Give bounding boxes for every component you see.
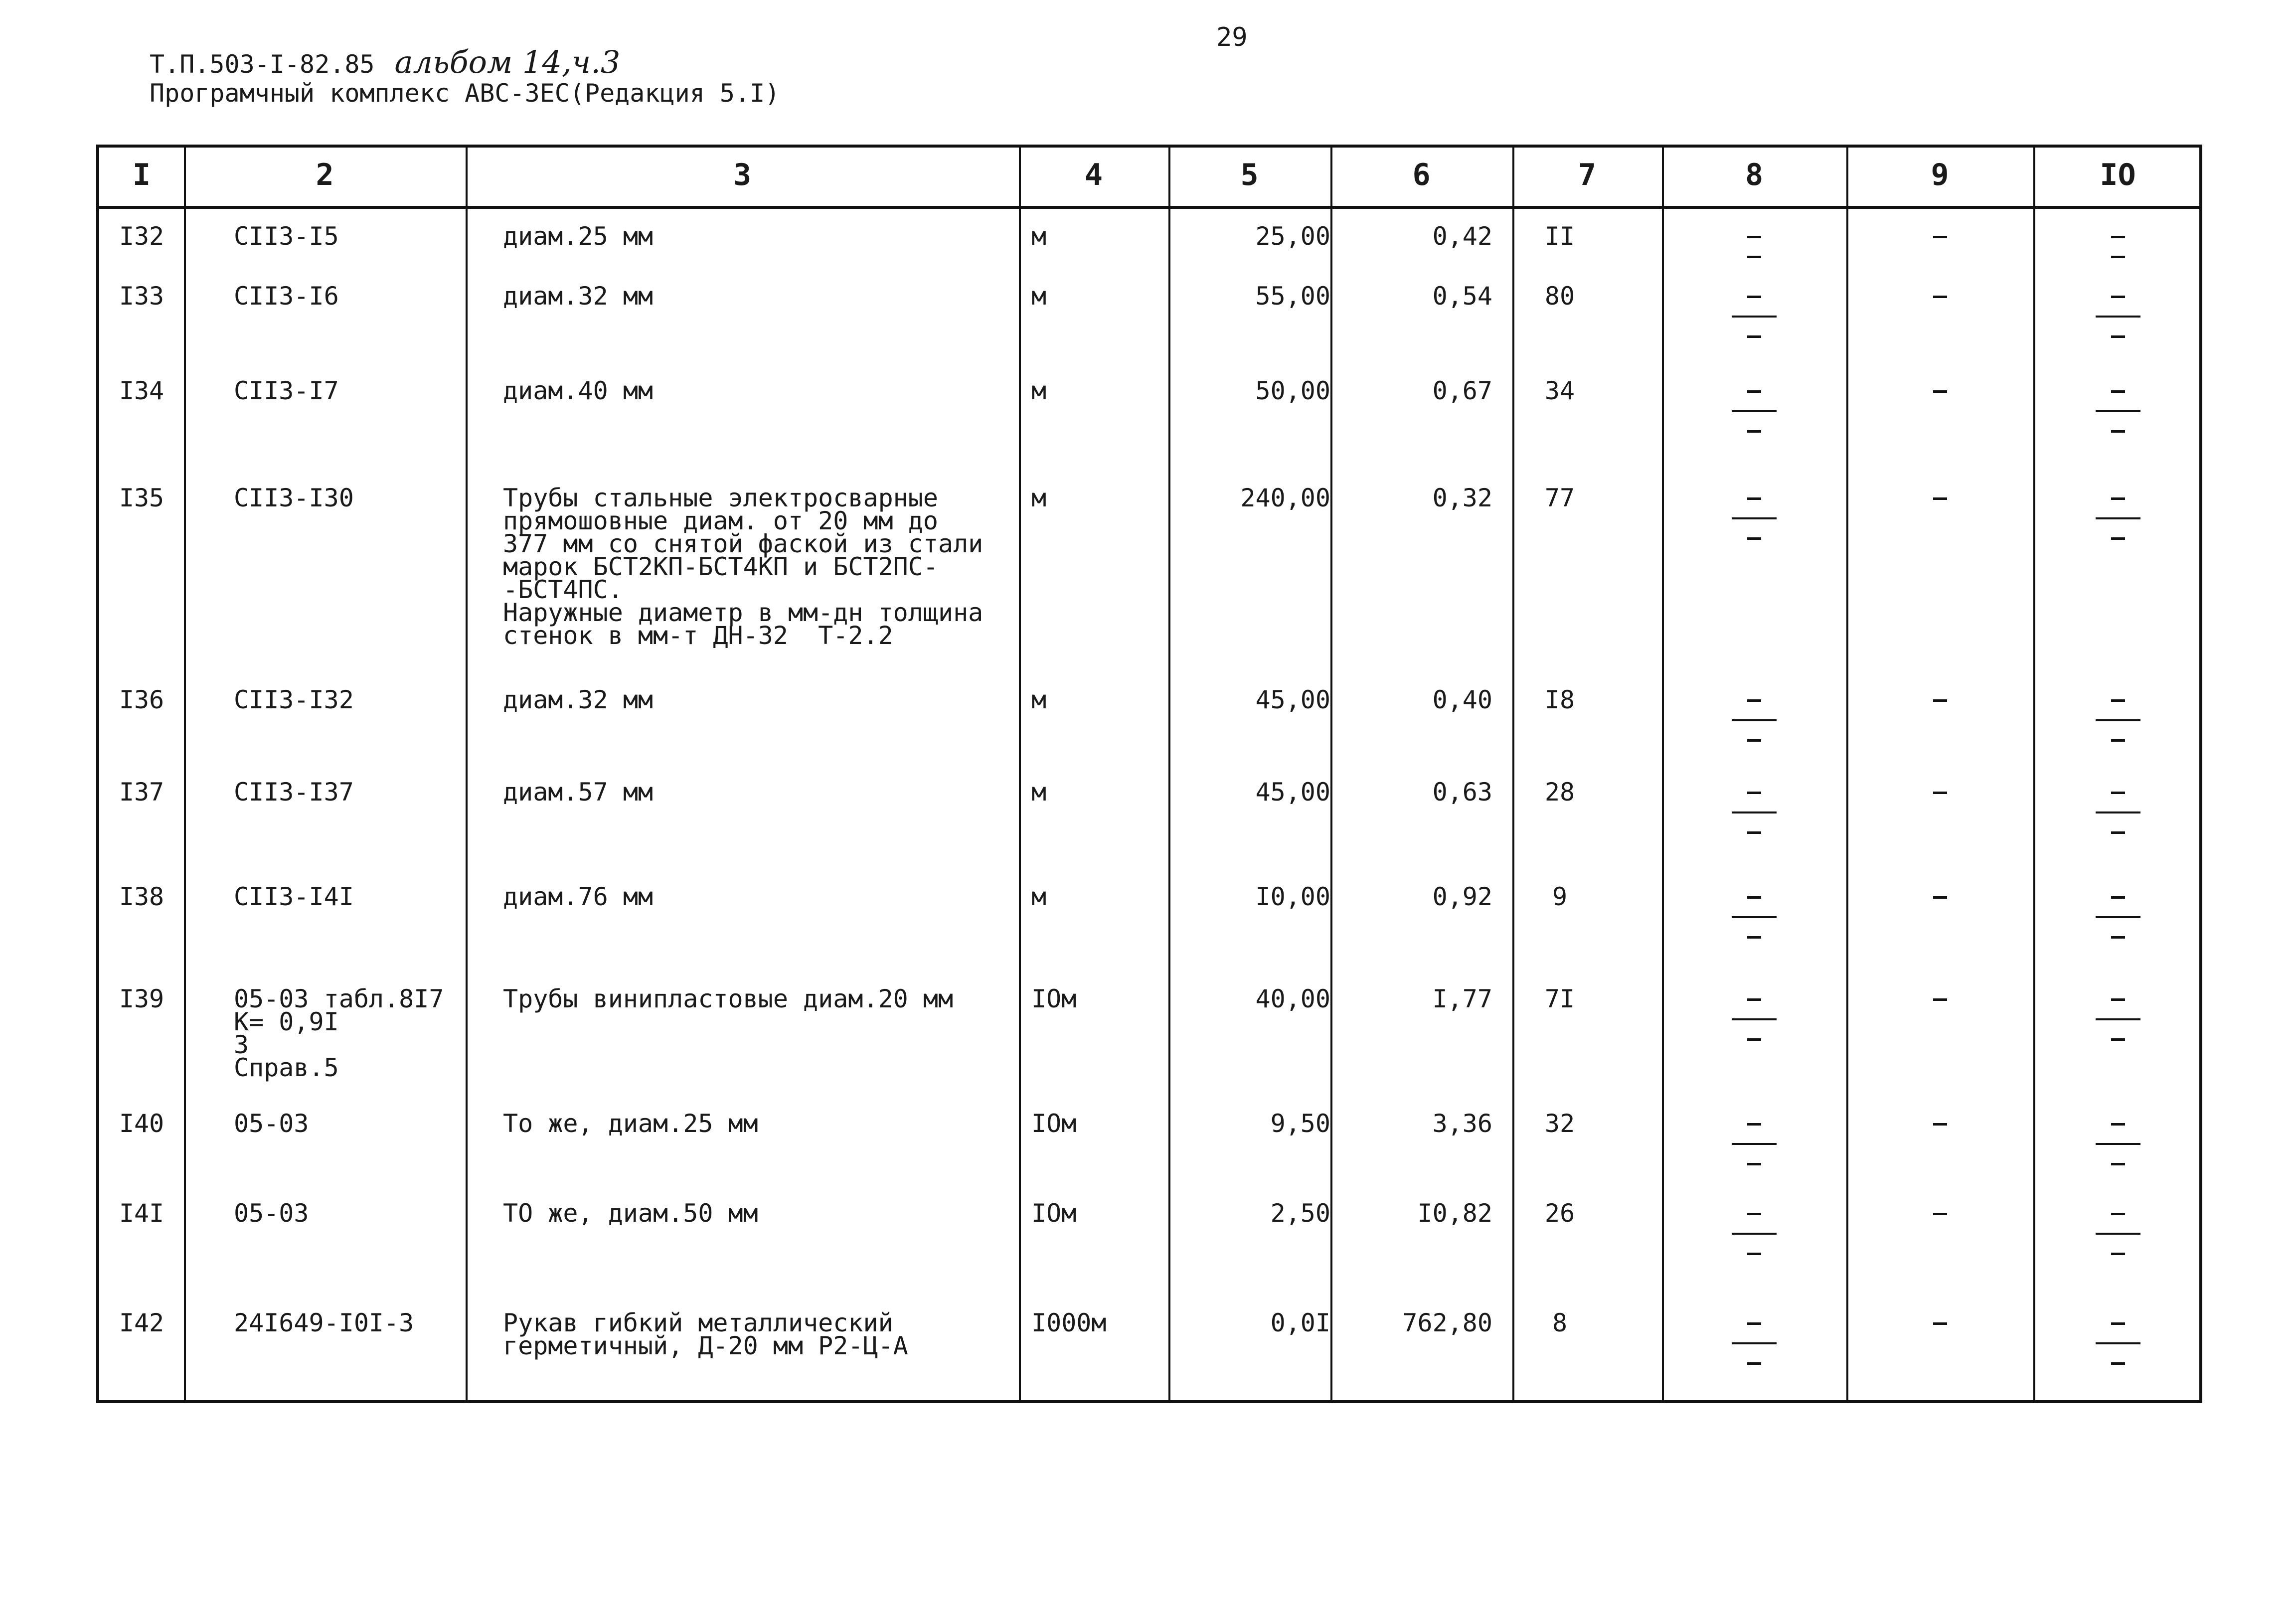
column9-dash — [1933, 296, 1947, 298]
fraction-mark — [1747, 430, 1761, 433]
fraction-mark — [2111, 936, 2125, 939]
description-cell: Трубы стальные электросварные прямошовные диам. от 20 мм до 377 мм со снятой фаской из стали марок БСТ2КП-БСТ4КП и БСТ2ПС- -БСТ4ПС. Наружные диаметр в мм-дн толщина стенок в мм-т ДН-32 Т-2.2 — [503, 484, 984, 650]
fraction-mark — [2111, 739, 2125, 742]
fraction-mark — [1747, 1123, 1761, 1126]
price-cell: 0,42 — [1432, 222, 1492, 251]
column10-dash — [2111, 256, 2125, 258]
column-header: 4 — [1084, 158, 1103, 192]
code-cell: 05-03 — [234, 1109, 309, 1138]
fraction-mark — [1747, 1253, 1761, 1255]
row-number: I36 — [119, 685, 164, 714]
row-number: I34 — [119, 376, 164, 405]
price-cell: 3,36 — [1432, 1109, 1492, 1138]
description-cell: То же, диам.25 мм — [503, 1109, 758, 1138]
description-cell: диам.40 мм — [503, 376, 654, 405]
fraction-mark — [2096, 316, 2140, 318]
unit-cell: м — [1031, 484, 1047, 512]
code-cell: CII3-I37 — [234, 778, 354, 807]
fraction-mark — [1747, 998, 1761, 1001]
fraction-mark — [2096, 1018, 2140, 1020]
column9-dash — [1933, 699, 1947, 702]
quantity-cell: 9,50 — [1270, 1109, 1330, 1138]
quantity-cell: 0,0I — [1270, 1308, 1330, 1337]
fraction-mark — [2111, 1362, 2125, 1365]
column9-dash — [1933, 998, 1947, 1001]
column-divider — [1019, 148, 1021, 1400]
column-header: IO — [2100, 158, 2136, 192]
page-number: 29 — [1216, 22, 1248, 52]
fraction-mark — [2111, 430, 2125, 433]
row-number: I37 — [119, 778, 164, 807]
fraction-mark — [1732, 1018, 1777, 1020]
unit-cell: м — [1031, 778, 1047, 807]
fraction-mark — [1747, 537, 1761, 540]
column7-cell: II — [1544, 222, 1575, 251]
fraction-mark — [1747, 896, 1761, 899]
quantity-cell: 50,00 — [1255, 376, 1330, 405]
column9-dash — [1933, 1123, 1947, 1126]
description-cell: Трубы винипластовые диам.20 мм — [503, 984, 954, 1013]
fraction-mark — [1732, 410, 1777, 412]
row-number: I40 — [119, 1109, 164, 1138]
description-cell: ТО же, диам.50 мм — [503, 1199, 758, 1228]
column8-dash — [1747, 236, 1761, 238]
document-designation — [150, 44, 620, 80]
quantity-cell: 240,00 — [1240, 484, 1330, 512]
code-cell: 05-03 — [234, 1199, 309, 1228]
fraction-mark — [1732, 517, 1777, 519]
handwritten-note: альбом 14,ч.3 — [394, 44, 621, 80]
unit-cell: м — [1031, 376, 1047, 405]
code-cell: CII3-I6 — [234, 282, 339, 311]
fraction-mark — [1747, 335, 1761, 338]
row-number: I39 — [119, 984, 164, 1013]
fraction-mark — [1747, 936, 1761, 939]
fraction-mark — [1747, 1362, 1761, 1365]
column9-dash — [1933, 1213, 1947, 1215]
price-cell: 0,63 — [1432, 778, 1492, 807]
fraction-mark — [2111, 296, 2125, 298]
column7-cell: 26 — [1544, 1199, 1575, 1228]
column-divider — [1662, 148, 1664, 1400]
column9-dash — [1933, 1322, 1947, 1325]
row-number: I38 — [119, 882, 164, 911]
code-cell: CII3-I4I — [234, 882, 354, 911]
column-header: 6 — [1412, 158, 1431, 192]
fraction-mark — [1732, 316, 1777, 318]
code-cell: CII3-I5 — [234, 222, 339, 251]
code-cell: 24I649-I0I-3 — [234, 1308, 414, 1337]
fraction-mark — [1747, 699, 1761, 702]
column7-cell: 8 — [1552, 1308, 1568, 1337]
fraction-mark — [1732, 811, 1777, 813]
fraction-mark — [2096, 1233, 2140, 1235]
quantity-cell: 2,50 — [1270, 1199, 1330, 1228]
column7-cell: 28 — [1544, 778, 1575, 807]
row-number: I4I — [119, 1199, 164, 1228]
fraction-mark — [2096, 1143, 2140, 1145]
fraction-mark — [1732, 1233, 1777, 1235]
column-divider — [1846, 148, 1848, 1400]
quantity-cell: 55,00 — [1255, 282, 1330, 311]
column-divider — [184, 148, 186, 1400]
code-cell: CII3-I32 — [234, 685, 354, 714]
fraction-mark — [1747, 831, 1761, 834]
fraction-mark — [2096, 410, 2140, 412]
row-number: I32 — [119, 222, 164, 251]
price-cell: 762,80 — [1402, 1308, 1492, 1337]
fraction-mark — [1747, 390, 1761, 393]
column10-dash — [2111, 236, 2125, 238]
unit-cell: IOм — [1031, 1199, 1077, 1228]
column-header: I — [132, 158, 151, 192]
description-cell: диам.57 мм — [503, 778, 654, 807]
fraction-mark — [1732, 916, 1777, 918]
column7-cell: 7I — [1544, 984, 1575, 1013]
column-header: 7 — [1578, 158, 1597, 192]
fraction-mark — [2111, 390, 2125, 393]
fraction-mark — [1747, 1038, 1761, 1041]
fraction-mark — [1747, 296, 1761, 298]
column-header: 2 — [316, 158, 334, 192]
column9-dash — [1933, 896, 1947, 899]
price-cell: 0,54 — [1432, 282, 1492, 311]
price-cell: 0,67 — [1432, 376, 1492, 405]
fraction-mark — [2111, 1123, 2125, 1126]
column9-dash — [1933, 390, 1947, 393]
row-number: I42 — [119, 1308, 164, 1337]
description-cell: диам.76 мм — [503, 882, 654, 911]
program-complex-line: Програмчный комплекс АВС-3ЕС(Редакция 5.I) — [150, 79, 780, 108]
quantity-cell: 40,00 — [1255, 984, 1330, 1013]
fraction-mark — [2111, 497, 2125, 500]
description-cell: диам.32 мм — [503, 282, 654, 311]
column9-dash — [1933, 236, 1947, 238]
fraction-mark — [2096, 517, 2140, 519]
column7-cell: 34 — [1544, 376, 1575, 405]
description-cell: диам.32 мм — [503, 685, 654, 714]
fraction-mark — [2096, 811, 2140, 813]
fraction-mark — [2096, 916, 2140, 918]
unit-cell: IOм — [1031, 1109, 1077, 1138]
code-cell: 05-03 табл.8I7 К= 0,9I 3 Справ.5 — [234, 984, 444, 1082]
description-cell: Рукав гибкий металлический герметичный, Д-20 мм Р2-Ц-А — [503, 1308, 908, 1360]
row-number: I35 — [119, 484, 164, 512]
column-header: 8 — [1745, 158, 1764, 192]
column7-cell: 32 — [1544, 1109, 1575, 1138]
fraction-mark — [2111, 1253, 2125, 1255]
estimate-table — [96, 145, 2202, 1403]
fraction-mark — [2111, 896, 2125, 899]
column9-dash — [1933, 792, 1947, 794]
fraction-mark — [1747, 1163, 1761, 1165]
fraction-mark — [2111, 998, 2125, 1001]
quantity-cell: 25,00 — [1255, 222, 1330, 251]
column7-cell: I8 — [1544, 685, 1575, 714]
unit-cell: м — [1031, 282, 1047, 311]
fraction-mark — [2111, 792, 2125, 794]
fraction-mark — [2111, 537, 2125, 540]
fraction-mark — [2111, 1038, 2125, 1041]
unit-cell: м — [1031, 882, 1047, 911]
fraction-mark — [2111, 1163, 2125, 1165]
column-header: 3 — [733, 158, 752, 192]
description-cell: диам.25 мм — [503, 222, 654, 251]
fraction-mark — [2111, 1213, 2125, 1215]
fraction-mark — [1747, 1322, 1761, 1325]
column-header: 9 — [1931, 158, 1949, 192]
document-code: Т.П.503-I-82.85 — [150, 50, 375, 79]
fraction-mark — [1732, 719, 1777, 721]
fraction-mark — [1747, 497, 1761, 500]
price-cell: I0,82 — [1417, 1199, 1492, 1228]
fraction-mark — [2111, 831, 2125, 834]
price-cell: I,77 — [1432, 984, 1492, 1013]
fraction-mark — [2111, 699, 2125, 702]
column8-dash — [1747, 256, 1761, 258]
column7-cell: 9 — [1552, 882, 1568, 911]
fraction-mark — [1732, 1143, 1777, 1145]
fraction-mark — [2096, 1342, 2140, 1344]
price-cell: 0,32 — [1432, 484, 1492, 512]
price-cell: 0,92 — [1432, 882, 1492, 911]
fraction-mark — [1747, 739, 1761, 742]
code-cell: CII3-I7 — [234, 376, 339, 405]
quantity-cell: 45,00 — [1255, 778, 1330, 807]
quantity-cell: 45,00 — [1255, 685, 1330, 714]
unit-cell: IOм — [1031, 984, 1077, 1013]
fraction-mark — [1732, 1342, 1777, 1344]
price-cell: 0,40 — [1432, 685, 1492, 714]
column7-cell: 77 — [1544, 484, 1575, 512]
header-separator — [99, 206, 2199, 209]
unit-cell: I000м — [1031, 1308, 1107, 1337]
fraction-mark — [2111, 1322, 2125, 1325]
column7-cell: 80 — [1544, 282, 1575, 311]
unit-cell: м — [1031, 222, 1047, 251]
column-divider — [2033, 148, 2035, 1400]
fraction-mark — [2096, 719, 2140, 721]
quantity-cell: I0,00 — [1255, 882, 1330, 911]
fraction-mark — [1747, 1213, 1761, 1215]
fraction-mark — [2111, 335, 2125, 338]
column-header: 5 — [1240, 158, 1259, 192]
code-cell: CII3-I30 — [234, 484, 354, 512]
fraction-mark — [1747, 792, 1761, 794]
unit-cell: м — [1031, 685, 1047, 714]
column9-dash — [1933, 497, 1947, 500]
row-number: I33 — [119, 282, 164, 311]
column-divider — [466, 148, 468, 1400]
